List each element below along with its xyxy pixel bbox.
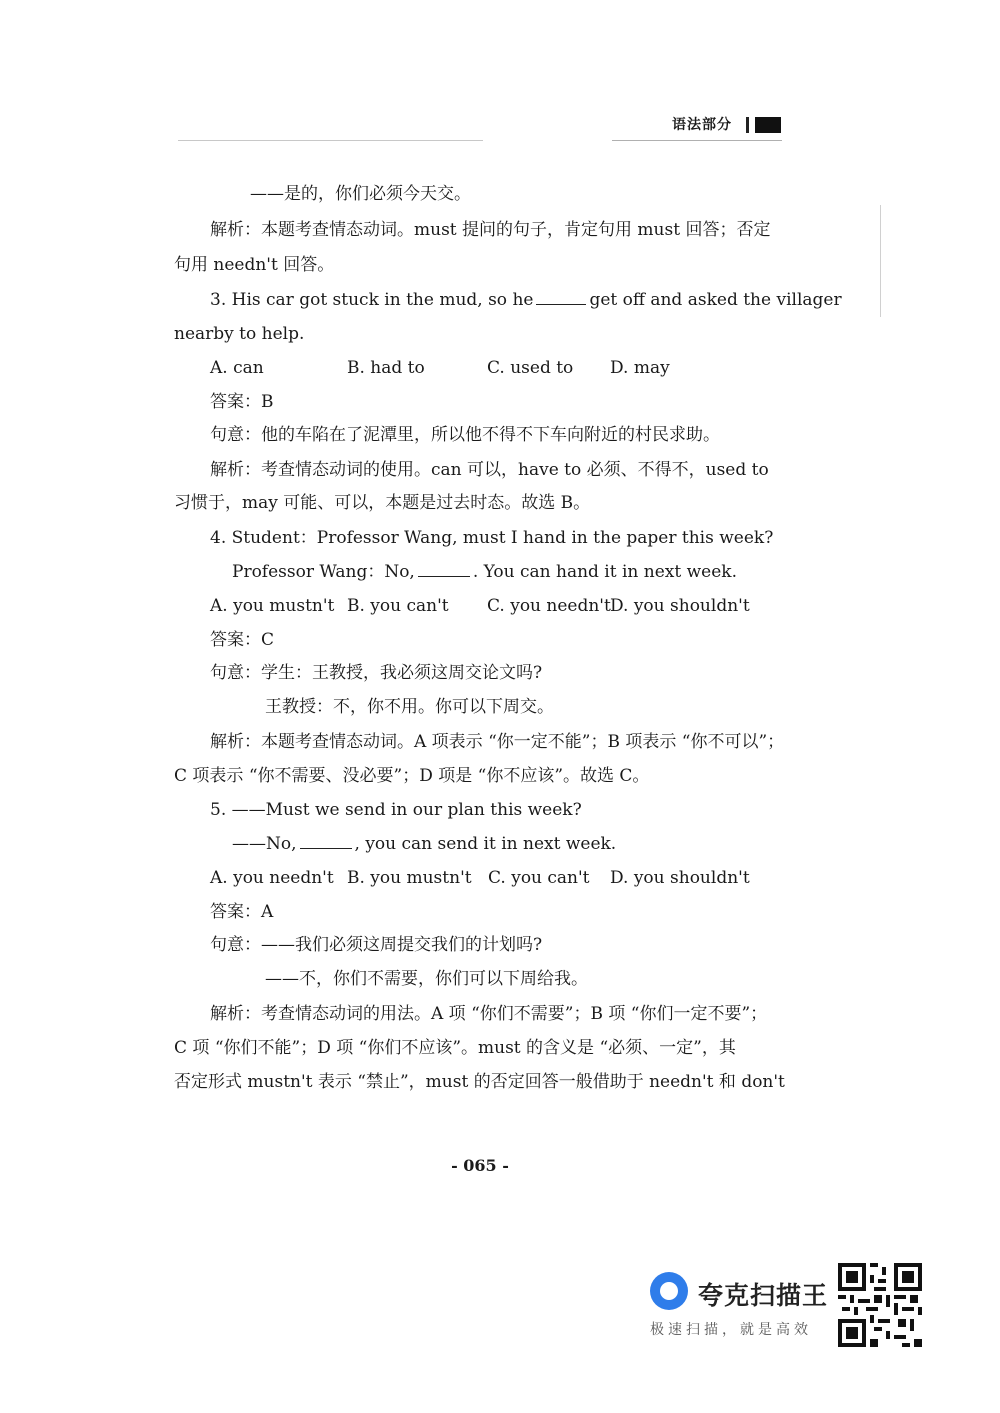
text-line: 王教授：不，你不用。你可以下周交。 bbox=[265, 697, 554, 717]
option-b: B. you mustn't bbox=[347, 868, 472, 888]
answer-line: 答案：B bbox=[210, 392, 274, 412]
section-label: 语法部分 bbox=[672, 117, 732, 133]
question-3-stem bbox=[210, 289, 842, 311]
answer-blank bbox=[536, 303, 586, 305]
answer-line: 答案：C bbox=[210, 630, 275, 650]
qr-code-icon bbox=[838, 1263, 922, 1347]
option-a: A. you needn't bbox=[210, 868, 334, 888]
text-line: 解析：考查情态动词的用法。A 项 “你们不需要”；B 项 “你们一定不要”； bbox=[210, 1004, 768, 1024]
question-5-stem: 5. ——Must we send in our plan this week? bbox=[210, 800, 582, 820]
question-3-text-start: 3. His car got stuck in the mud, so he bbox=[210, 290, 534, 310]
text-line: 句意：他的车陷在了泥潭里，所以他不得不下车向附近的村民求助。 bbox=[210, 425, 720, 445]
answer-blank bbox=[418, 575, 470, 577]
text-line: 解析：本题考查情态动词。must 提问的句子，肯定句用 must 回答；否定 bbox=[210, 220, 771, 240]
option-c: C. used to bbox=[487, 358, 574, 378]
question-4-reply bbox=[232, 561, 737, 583]
text-line: nearby to help. bbox=[174, 324, 305, 344]
text-line: ——不，你们不需要，你们可以下周给我。 bbox=[265, 969, 588, 989]
option-d: D. you shouldn't bbox=[610, 596, 750, 616]
text-line: 否定形式 mustn't 表示 “禁止”，must 的否定回答一般借助于 needn't 和 don't bbox=[174, 1072, 785, 1092]
page-number: - 065 - bbox=[451, 1156, 509, 1175]
answer-blank bbox=[300, 847, 352, 849]
option-d: D. you shouldn't bbox=[610, 868, 750, 888]
text-line: 解析：考查情态动词的使用。can 可以，have to 必须、不得不，used to bbox=[210, 460, 769, 480]
question-5-text-end: , you can send it in next week. bbox=[354, 834, 617, 854]
option-c: C. you can't bbox=[488, 868, 590, 888]
option-a: A. can bbox=[210, 358, 264, 378]
margin-line bbox=[880, 205, 881, 317]
watermark-slogan: 极速扫描，就是高效 bbox=[650, 1322, 812, 1338]
header-rule-left bbox=[178, 140, 483, 141]
option-c: C. you needn't bbox=[487, 596, 611, 616]
quark-logo-icon bbox=[650, 1272, 688, 1310]
watermark-app-name: 夸克扫描王 bbox=[698, 1281, 829, 1310]
question-4-text-start: Professor Wang：No, bbox=[232, 562, 415, 582]
text-line: 句意：——我们必须这周提交我们的计划吗? bbox=[210, 935, 543, 955]
text-line: 解析：本题考查情态动词。A 项表示 “你一定不能”；B 项表示 “你不可以”； bbox=[210, 732, 785, 752]
option-a: A. you mustn't bbox=[210, 596, 335, 616]
option-b: B. you can't bbox=[347, 596, 449, 616]
text-line: ——是的，你们必须今天交。 bbox=[250, 184, 471, 204]
answer-line: 答案：A bbox=[210, 902, 274, 922]
text-line: 句意：学生：王教授，我必须这周交论文吗? bbox=[210, 663, 543, 683]
question-5-reply bbox=[232, 833, 616, 855]
header-block bbox=[755, 117, 781, 133]
question-5-text-start: ——No, bbox=[232, 834, 297, 854]
text-line: C 项表示 “你不需要、没必要”；D 项是 “你不应该”。故选 C。 bbox=[174, 766, 650, 786]
text-line: 句用 needn't 回答。 bbox=[174, 255, 335, 275]
text-line: C 项 “你们不能”；D 项 “你们不应该”。must 的含义是 “必须、一定”，其 bbox=[174, 1038, 736, 1058]
question-4-stem: 4. Student：Professor Wang, must I hand in the paper this week? bbox=[210, 528, 774, 548]
question-4-text-end: . You can hand it in next week. bbox=[472, 562, 737, 582]
header-rule-right bbox=[612, 140, 782, 141]
text-line: 习惯于，may 可能、可以，本题是过去时态。故选 B。 bbox=[174, 493, 591, 513]
option-b: B. had to bbox=[347, 358, 425, 378]
header-mark bbox=[746, 117, 749, 133]
option-d: D. may bbox=[610, 358, 670, 378]
question-3-text-end: get off and asked the villager bbox=[589, 290, 842, 310]
